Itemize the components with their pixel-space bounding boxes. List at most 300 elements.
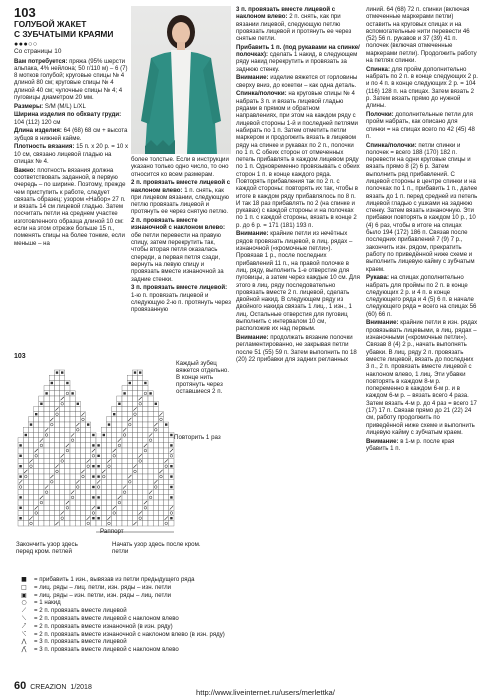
- chart-legend: [14, 576, 232, 654]
- chart-cell: [75, 427, 80, 432]
- chart-cell: [106, 464, 111, 469]
- chart-cell: [65, 438, 70, 443]
- chart-cell: [49, 516, 54, 521]
- chart-purl-symbol: [144, 382, 146, 384]
- chart-cell: [34, 427, 39, 432]
- chart-purl-symbol: [87, 423, 89, 425]
- chart-cell: [132, 396, 137, 401]
- chart-purl-symbol: [19, 496, 21, 498]
- chart-cell: [44, 479, 49, 484]
- chart-cell: [127, 521, 132, 526]
- chart-cell: [164, 490, 169, 495]
- chart-cell: [148, 427, 153, 432]
- chart-cell: [65, 505, 70, 510]
- chart-cell: [143, 422, 148, 427]
- chart-cell: [54, 386, 59, 391]
- chart-cell: [75, 500, 80, 505]
- chart-cell: [112, 438, 117, 443]
- chart-cell: [143, 438, 148, 443]
- chart-cell: [158, 484, 163, 489]
- chart-cell: [28, 443, 33, 448]
- chart-cell: [28, 505, 33, 510]
- chart-cell: [49, 458, 54, 463]
- chart-cell: [34, 422, 39, 427]
- chart-cell: [70, 505, 75, 510]
- legend-text: = прибавить 1 изн., вывязав из петли предыдущего ряда: [34, 576, 195, 583]
- chart-cell: [49, 464, 54, 469]
- chart-purl-symbol: [123, 392, 125, 394]
- chart-cell: [132, 443, 137, 448]
- chart-cell: [122, 412, 127, 417]
- chart-cell: [101, 521, 106, 526]
- chart-cell: [143, 406, 148, 411]
- chart-cell: [127, 484, 132, 489]
- chart-cell: [60, 406, 65, 411]
- chart-cell: [65, 458, 70, 463]
- chart-cell: [60, 432, 65, 437]
- chart-purl-symbol: [129, 382, 131, 384]
- chart-cell: [86, 500, 91, 505]
- chart-cell: [86, 432, 91, 437]
- legend-item: [14, 623, 232, 630]
- chart-cell: [153, 464, 158, 469]
- chart-cell: [54, 448, 59, 453]
- chart-cell: [112, 422, 117, 427]
- chart-cell: [39, 443, 44, 448]
- chart-cell: [106, 427, 111, 432]
- chart-cell: [106, 438, 111, 443]
- chart-cell: [106, 500, 111, 505]
- chart-purl-symbol: [92, 434, 94, 436]
- chart-cell: [80, 458, 85, 463]
- chart-cell: [28, 484, 33, 489]
- chart-cell: [39, 396, 44, 401]
- chart-cell: [164, 469, 169, 474]
- chart-cell: [117, 490, 122, 495]
- chart-purl-symbol: [92, 486, 94, 488]
- chart-cell: [39, 417, 44, 422]
- chart-cell: [132, 412, 137, 417]
- chart-cell: [169, 458, 174, 463]
- legend-symbol: ○: [21, 599, 27, 607]
- chart-cell: [143, 401, 148, 406]
- chart-cell: [86, 495, 91, 500]
- chart-cell: [143, 412, 148, 417]
- chart-cell: [23, 458, 28, 463]
- chart-cell: [39, 453, 44, 458]
- chart-cell: [122, 438, 127, 443]
- chart-cell: [101, 510, 106, 515]
- chart-purl-symbol: [71, 392, 73, 394]
- chart-cell: [75, 417, 80, 422]
- chart-cell: [132, 391, 137, 396]
- chart-callout-end: Закончить узор здесь перед кром. петлей: [16, 541, 78, 556]
- chart-purl-symbol: [61, 371, 63, 373]
- col3-paragraph: Внимание: крайние петли в изн. рядах провязывать лицевыми, в лиц. рядах – изнаночными («кромочные петли»). Связав 8 (4) 2 р., начать выполнять убавки. В лиц. ряду 2 п. провязать вместе лицевой, вязать до последних 3 п., 2 п. провязать вместе лицевой с наклоном влево, 1 лиц. Эти убавки повторять в каждом 8-м р. попеременно в каждом 6-м р. и в каждом 6-м р. – вязать всего 4 раза. Затем вязать 4-м р. до 4 раз = всего 17 (17) 17 п. Связав прямо до 21 (22) 24 см, работу продолжить по приведённой ниже схеме и выполнить лицевую кайму с зубчатым краем.: [366, 319, 478, 436]
- chart-cell: [54, 438, 59, 443]
- chart-cell: [164, 479, 169, 484]
- chart-cell: [54, 432, 59, 437]
- chart-cell: [138, 495, 143, 500]
- chart-cell: [106, 510, 111, 515]
- chart-cell: [158, 422, 163, 427]
- chart-cell: [122, 458, 127, 463]
- chart-callout-repeat: Повторить 1 раз: [174, 434, 221, 441]
- chart-cell: [49, 505, 54, 510]
- chart-cell: [86, 469, 91, 474]
- chart-purl-symbol: [92, 475, 94, 477]
- chart-cell: [18, 458, 23, 463]
- chart-cell: [138, 417, 143, 422]
- chart-cell: [65, 453, 70, 458]
- chart-purl-symbol: [92, 496, 94, 498]
- chart-cell: [80, 516, 85, 521]
- chart-cell: [132, 500, 137, 505]
- col1b-paragraph: 2 п. провязать вместе изнаночной с наклоном влево: обе петли перевести на правую спицу, затем перекрутить так, чтобы вторая петля оказалась спереди, а первая петля сзади, вернуть на левую спицу и провязать вместе изнаночной за задние стенки.: [131, 217, 226, 283]
- chart-cell: [70, 448, 75, 453]
- chart-cell: [54, 505, 59, 510]
- chart-cell: [112, 474, 117, 479]
- chart-cell: [101, 448, 106, 453]
- chart-purl-symbol: [149, 392, 151, 394]
- chart-cell: [44, 422, 49, 427]
- chart-cell: [60, 417, 65, 422]
- chart-cell: [112, 453, 117, 458]
- chart-cell: [49, 401, 54, 406]
- chart-cell: [49, 453, 54, 458]
- legend-symbol: ▣: [21, 591, 27, 599]
- chart-cell: [34, 443, 39, 448]
- chart-cell: [117, 432, 122, 437]
- chart-cell: [65, 386, 70, 391]
- chart-cell: [148, 474, 153, 479]
- chart-cell: [148, 516, 153, 521]
- chart-purl-symbol: [103, 434, 105, 436]
- chart-cell: [117, 464, 122, 469]
- chart-cell: [18, 510, 23, 515]
- chart-cell: [39, 490, 44, 495]
- chart-cell: [106, 469, 111, 474]
- chart-cell: [138, 516, 143, 521]
- chart-cell: [44, 521, 49, 526]
- chart-cell: [44, 396, 49, 401]
- chart-cell: [91, 510, 96, 515]
- chart-cell: [117, 500, 122, 505]
- chart-cell: [158, 453, 163, 458]
- chart-cell: [70, 443, 75, 448]
- chart-cell: [106, 479, 111, 484]
- chart-cell: [101, 495, 106, 500]
- col1-paragraph: Плотность вязания: 15 п. х 20 р. = 10 х 10 см, связано лицевой гладью на спицах № 4.: [14, 143, 129, 166]
- chart-cell: [86, 510, 91, 515]
- chart-cell: [49, 412, 54, 417]
- chart-cell: [96, 484, 101, 489]
- chart-purl-symbol: [97, 496, 99, 498]
- chart-cell: [49, 432, 54, 437]
- chart-cell: [169, 453, 174, 458]
- chart-cell: [65, 484, 70, 489]
- chart-cell: [158, 438, 163, 443]
- chart-cell: [127, 396, 132, 401]
- chart-cell: [44, 469, 49, 474]
- chart-cell: [86, 474, 91, 479]
- chart-cell: [143, 432, 148, 437]
- chart-cell: [91, 500, 96, 505]
- chart-cell: [112, 427, 117, 432]
- chart-cell: [143, 469, 148, 474]
- column-1b-text: [131, 156, 231, 315]
- chart-cell: [75, 453, 80, 458]
- chart-cell: [143, 458, 148, 463]
- chart-cell: [117, 474, 122, 479]
- col3-paragraph: Спинка/полочки: петли спинки и полочек = всего 188 (170) 182 п. перевести на одни круговые спицы и вязать прямо 8 (2) 6 р. Затем выполнить ряд прибавлений. С лицевой стороны в центре спинки и на полочках по 1 п., прибавить 1 п., далее вязать до 1 п. перед средней из петель лицевой гладью с ушками на заднюю стенку. Затем вязать изнаночную. Эти прибавки повторять в каждом 10 р., 10 (4) 6 раз, чтобы в итоге на спицах было 194 (172) 186 п. Связав после последних прибавлений 7 (9) 7 р., закончить изн. рядом, прекратить работу по приведённой ниже схеме и выполнить лицевую кайму с зубчатым краем.: [366, 141, 478, 273]
- chart-cell: [164, 432, 169, 437]
- chart-cell: [91, 479, 96, 484]
- chart-cell: [112, 464, 117, 469]
- chart-cell: [23, 464, 28, 469]
- chart-cell: [39, 500, 44, 505]
- chart-cell: [91, 453, 96, 458]
- chart-cell: [122, 401, 127, 406]
- chart-cell: [138, 469, 143, 474]
- chart-cell: [65, 401, 70, 406]
- chart-cell: [127, 510, 132, 515]
- col1-paragraph: Длина изделия: 64 (68) 68 см + высота зубцов в нижней кайме.: [14, 127, 128, 142]
- col2-paragraph: Внимание: крайние петли из нечётных рядов провязать лицевой, в лиц. рядах – изнаночной («кромочные петли»). Провязав 1 р., после последних прибавлений 11 п., на правой полочке в лиц. ряду, выполнить 1-е отверстие для пуговицы, а затем через каждые 10 см. Для этого в лиц. ряду последовательно провязать вместе 2 п. лицевой, сделать двойной накид. В следующем ряду из двойного накида связать 1 лиц., 1 изн., 1 лиц. Остальные отверстия для пуговиц выполнить с интервалом 10 см, расположив их над первым.: [236, 230, 360, 333]
- chart-cell: [143, 448, 148, 453]
- chart-cell: [60, 443, 65, 448]
- chart-cell: [143, 516, 148, 521]
- chart-cell: [148, 417, 153, 422]
- legend-item: [14, 584, 232, 591]
- chart-cell: [122, 469, 127, 474]
- chart-purl-symbol: [170, 465, 172, 467]
- chart-purl-symbol: [40, 403, 42, 405]
- chart-cell: [148, 458, 153, 463]
- chart-cell: [106, 495, 111, 500]
- chart-purl-symbol: [97, 517, 99, 519]
- chart-cell: [18, 500, 23, 505]
- chart-cell: [28, 417, 33, 422]
- chart-cell: [44, 448, 49, 453]
- chart-cell: [34, 516, 39, 521]
- chart-cell: [117, 469, 122, 474]
- chart-cell: [86, 453, 91, 458]
- pattern-title-line-2: С ЗУБЧАТЫМИ КРАЯМИ: [14, 29, 114, 39]
- chart-cell: [117, 427, 122, 432]
- legend-text: = лиц. ряды – изн. петли, изн. ряды – лиц. петли: [34, 591, 172, 599]
- chart-cell: [28, 495, 33, 500]
- chart-cell: [138, 521, 143, 526]
- chart-cell: [132, 474, 137, 479]
- chart-cell: [158, 521, 163, 526]
- chart-cell: [127, 386, 132, 391]
- chart-cell: [153, 500, 158, 505]
- chart-cell: [117, 458, 122, 463]
- chart-cell: [143, 521, 148, 526]
- chart-cell: [122, 432, 127, 437]
- col1b-paragraph: 3 п. провязать вместе лицевой: 1-ю п. провязать лицевой и следующую 2-ю п. протянуть через провязанную: [131, 284, 231, 314]
- chart-cell: [112, 521, 117, 526]
- chart-cell: [18, 469, 23, 474]
- chart-cell: [65, 490, 70, 495]
- chart-cell: [132, 505, 137, 510]
- chart-purl-symbol: [97, 455, 99, 457]
- chart-cell: [34, 464, 39, 469]
- chart-cell: [117, 479, 122, 484]
- chart-purl-symbol: [19, 475, 21, 477]
- chart-cell: [80, 417, 85, 422]
- chart-cell: [34, 479, 39, 484]
- chart-cell: [70, 396, 75, 401]
- chart-cell: [70, 479, 75, 484]
- chart-cell: [148, 505, 153, 510]
- chart-cell: [112, 458, 117, 463]
- chart-cell: [132, 516, 137, 521]
- chart-cell: [70, 427, 75, 432]
- chart-cell: [122, 490, 127, 495]
- chart-cell: [39, 406, 44, 411]
- chart-cell: [132, 438, 137, 443]
- chart-cell: [44, 401, 49, 406]
- chart-cell: [148, 469, 153, 474]
- chart-cell: [164, 443, 169, 448]
- chart-cell: [80, 474, 85, 479]
- chart-cell: [101, 458, 106, 463]
- chart-cell: [117, 484, 122, 489]
- chart-cell: [28, 490, 33, 495]
- chart-cell: [91, 469, 96, 474]
- chart-cell: [138, 422, 143, 427]
- chart-cell: [86, 427, 91, 432]
- chart-cell: [54, 453, 59, 458]
- chart-cell: [86, 521, 91, 526]
- chart-cell: [70, 417, 75, 422]
- chart-cell: [101, 479, 106, 484]
- legend-text: = 2 п. провязать вместе лицевой: [34, 607, 127, 615]
- chart-cell: [75, 432, 80, 437]
- chart-cell: [153, 474, 158, 479]
- chart-cell: [148, 422, 153, 427]
- chart-cell: [117, 516, 122, 521]
- chart-cell: [143, 396, 148, 401]
- chart-cell: [80, 479, 85, 484]
- chart-cell: [148, 401, 153, 406]
- chart-cell: [164, 510, 169, 515]
- chart-purl-symbol: [108, 423, 110, 425]
- chart-cell: [60, 458, 65, 463]
- chart-cell: [96, 500, 101, 505]
- chart-purl-symbol: [25, 434, 27, 436]
- chart-cell: [132, 453, 137, 458]
- legend-item: [14, 592, 232, 599]
- chart-purl-symbol: [19, 455, 21, 457]
- chart-cell: [39, 422, 44, 427]
- chart-cell: [80, 510, 85, 515]
- chart-cell: [70, 453, 75, 458]
- chart-cell: [65, 427, 70, 432]
- chart-cell: [86, 464, 91, 469]
- chart-cell: [54, 484, 59, 489]
- woman-in-jacket-image: [131, 6, 231, 154]
- chart-cell: [75, 490, 80, 495]
- chart-cell: [153, 406, 158, 411]
- chart-cell: [54, 401, 59, 406]
- chart-cell: [169, 521, 174, 526]
- chart-cell: [44, 464, 49, 469]
- chart-cell: [34, 458, 39, 463]
- chart-cell: [44, 453, 49, 458]
- chart-cell: [39, 427, 44, 432]
- chart-cell: [54, 380, 59, 385]
- chart-cell: [44, 505, 49, 510]
- chart-cell: [34, 406, 39, 411]
- chart-cell: [70, 521, 75, 526]
- chart-cell: [49, 391, 54, 396]
- chart-cell: [132, 484, 137, 489]
- chart-cell: [34, 521, 39, 526]
- chart-cell: [70, 484, 75, 489]
- chart-cell: [127, 500, 132, 505]
- chart-cell: [122, 510, 127, 515]
- chart-cell: [143, 427, 148, 432]
- chart-cell: [112, 500, 117, 505]
- chart-cell: [18, 521, 23, 526]
- chart-cell: [117, 406, 122, 411]
- chart-cell: [60, 438, 65, 443]
- chart-cell: [65, 432, 70, 437]
- legend-symbol: ⋀: [21, 638, 27, 646]
- chart-cell: [158, 448, 163, 453]
- chart-cell: [54, 427, 59, 432]
- chart-cell: [65, 469, 70, 474]
- chart-cell: [106, 417, 111, 422]
- chart-callout-each-tooth: Каждый зубец вяжется отдельно. В конце нить протянуть через оставшиеся 2 п.: [176, 360, 230, 396]
- chart-cell: [127, 427, 132, 432]
- chart-cell: [60, 516, 65, 521]
- chart-cell: [148, 453, 153, 458]
- chart-cell: [49, 484, 54, 489]
- chart-cell: [49, 375, 54, 380]
- chart-cell: [112, 484, 117, 489]
- chart-cell: [138, 505, 143, 510]
- chart-cell: [28, 453, 33, 458]
- chart-cell: [86, 479, 91, 484]
- chart-cell: [80, 490, 85, 495]
- chart-purl-symbol: [92, 444, 94, 446]
- chart-cell: [23, 505, 28, 510]
- pattern-number: 103: [14, 5, 36, 20]
- chart-cell: [80, 422, 85, 427]
- chart-purl-symbol: [97, 507, 99, 509]
- chart-cell: [101, 505, 106, 510]
- chart-cell: [153, 448, 158, 453]
- chart-purl-symbol: [19, 517, 21, 519]
- chart-cell: [91, 438, 96, 443]
- chart-cell: [112, 516, 117, 521]
- chart-cell: [132, 427, 137, 432]
- chart-cell: [138, 386, 143, 391]
- chart-cell: [132, 422, 137, 427]
- chart-cell: [75, 505, 80, 510]
- chart-cell: [34, 438, 39, 443]
- chart-purl-symbol: [170, 496, 172, 498]
- chart-cell: [158, 479, 163, 484]
- chart-cell: [70, 469, 75, 474]
- chart-cell: [122, 516, 127, 521]
- chart-cell: [54, 417, 59, 422]
- chart-cell: [158, 474, 163, 479]
